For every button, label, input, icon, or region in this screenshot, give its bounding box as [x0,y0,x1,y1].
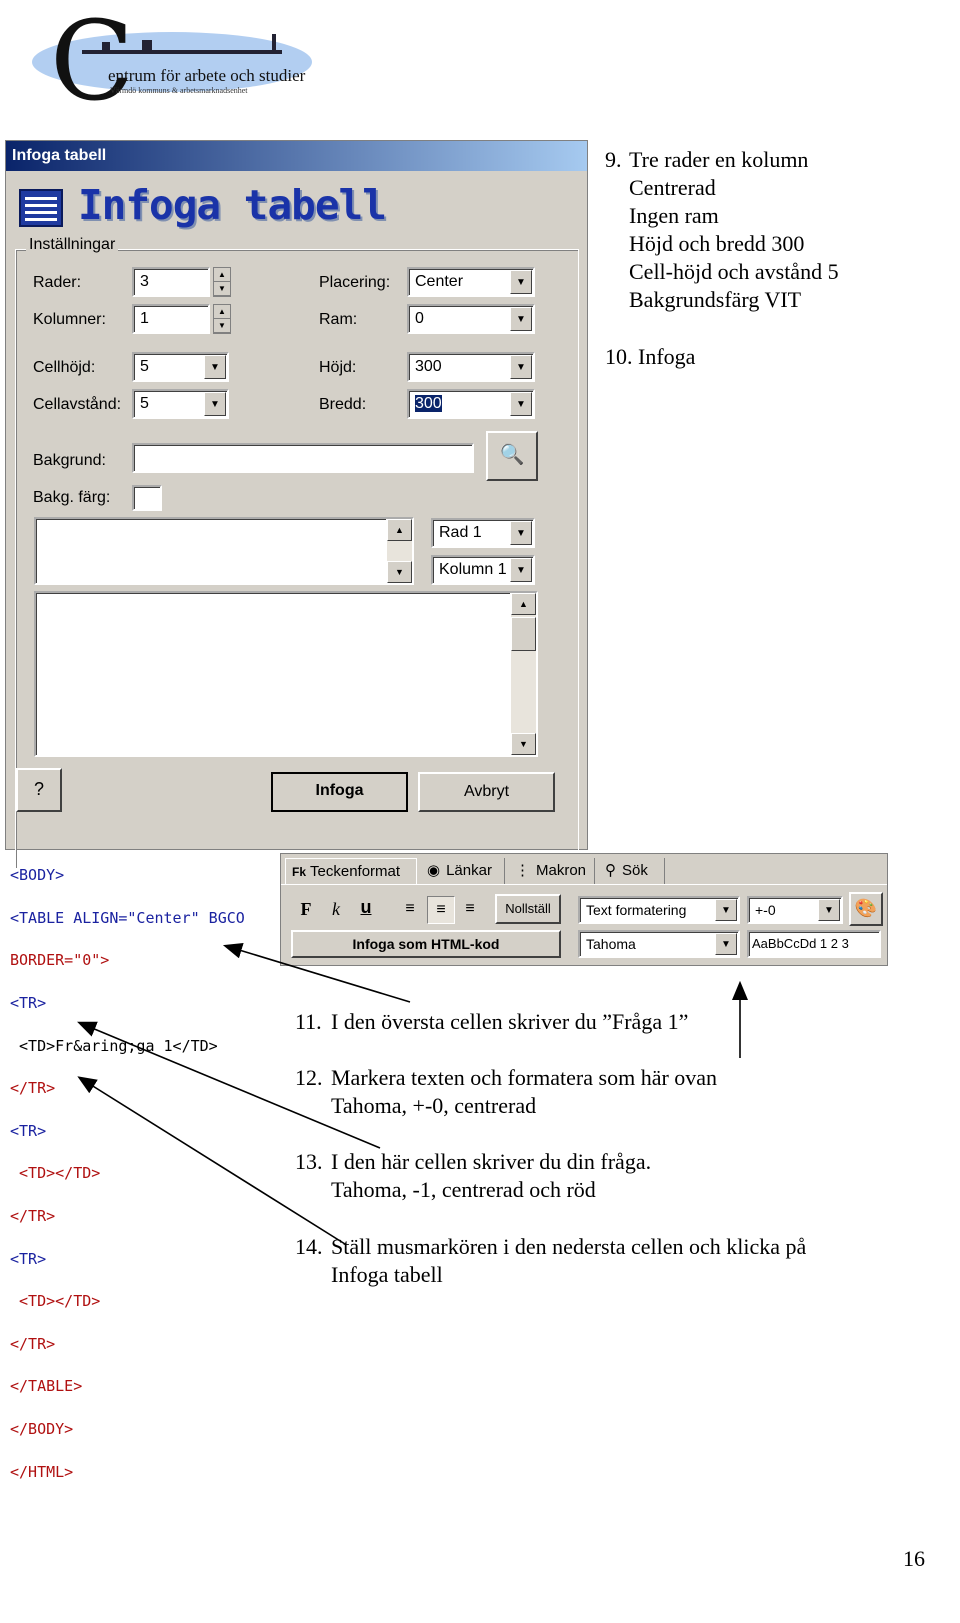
placement-label: Placering: [319,274,391,291]
dialog-heading: Infoga tabell [78,181,386,229]
cell-padding-label: Cellhöjd: [33,359,96,376]
logo-letter: C [50,0,135,125]
columns-label: Kolumner: [33,311,106,328]
border-value: 0 [415,310,424,327]
code-line: BORDER="0"> [10,951,110,970]
page-number: 16 [903,1546,925,1571]
code-line: <TABLE ALIGN="Center" BGCO [10,908,245,927]
chevron-down-icon[interactable]: ▼ [204,392,226,416]
binoculars-icon: ⚲ [605,862,616,879]
chevron-down-icon[interactable]: ▼ [510,392,532,416]
step-line: Infoga tabell [331,1262,443,1287]
step-9-line: Höjd och bredd 300 [629,231,805,256]
underline-button[interactable]: u [360,897,372,917]
step-9-line: Bakgrundsfärg VIT [629,287,802,312]
code-line: </TR> [10,1079,56,1098]
code-line: <TR> [10,994,47,1013]
step-9-number: 9. [605,147,622,172]
size-select-value: +-0 [755,902,776,918]
width-label: Bredd: [319,396,367,413]
row-select-value: Rad 1 [439,524,482,541]
link-icon: ◉ [427,862,441,879]
scroll-down-icon[interactable]: ▼ [387,561,412,583]
insert-as-html-button[interactable]: Infoga som HTML-kod [291,930,561,958]
bg-color-label: Bakg. färg: [33,489,111,506]
rows-spinner[interactable]: ▲ ▼ [213,267,231,297]
chevron-down-icon[interactable]: ▼ [510,307,532,331]
height-value: 300 [415,358,442,375]
chevron-down-icon[interactable]: ▼ [510,558,532,582]
code-line: <TD></TD> [10,1164,101,1183]
chevron-down-icon[interactable]: ▼ [715,899,737,921]
code-line: <TR> [10,1249,47,1268]
step-11 [295,1008,689,1036]
help-icon: ? [33,779,44,799]
chevron-down-icon[interactable]: ▼ [715,933,737,955]
code-line: <TD>Fr&aring;ga 1</TD> [10,1036,218,1055]
code-line: </TR> [10,1207,56,1226]
columns-input[interactable]: 1 [132,304,210,334]
chevron-down-icon[interactable]: ▼ [510,355,532,379]
macro-icon: ⋮ [515,862,530,879]
step-14 [295,1233,807,1287]
step-line: Markera texten och formatera som här ovan [331,1065,718,1090]
style-select-value: Text formatering [586,902,687,918]
columns-spinner[interactable]: ▲ ▼ [213,304,231,334]
step-9-line: Cell-höjd och avstånd 5 [629,259,839,284]
step-10: 10. Infoga [605,344,696,369]
tab-label: Makron [536,862,587,879]
align-left-icon[interactable]: ≡ [405,900,415,917]
palette-icon: 🎨 [854,898,878,918]
step-9-line: Centrerad [629,175,716,200]
cell-spacing-value: 5 [140,395,149,412]
chevron-down-icon[interactable]: ▼ [204,355,226,379]
code-line: </HTML> [10,1462,74,1481]
chevron-down-icon[interactable]: ▼ [818,899,840,921]
height-label: Höjd: [319,359,357,376]
step-9-line: Tre rader en kolumn [629,147,809,172]
settings-group-label: Inställningar [26,236,118,254]
font-preview: AaBbCcDd 1 2 3 [747,930,881,958]
font-format-icon: Fk [292,865,307,879]
dialog-titlebar: Infoga tabell [6,141,587,171]
scroll-down-icon[interactable]: ▼ [511,733,536,755]
background-label: Bakgrund: [33,452,106,469]
cell-padding-value: 5 [140,358,149,375]
step-number: 12. [295,1065,323,1090]
step-13 [295,1148,652,1202]
column-select-value: Kolumn 1 [439,561,507,578]
code-line: <TR> [10,1121,47,1140]
align-right-icon[interactable]: ≡ [465,900,475,917]
chevron-down-icon[interactable]: ▼ [510,521,532,545]
insert-button[interactable]: Infoga [271,772,408,812]
placement-value: Center [415,273,464,290]
logo-subtext: Värmdö kommuns & arbetsmarknadsenhet [110,86,248,95]
tab-label: Länkar [446,862,492,879]
code-line: <TD></TD> [10,1292,101,1311]
step-line: Tahoma, +-0, centrerad [331,1093,537,1118]
scroll-up-icon[interactable]: ▲ [511,593,536,615]
step-number: 14. [295,1234,323,1259]
step-line: Tahoma, -1, centrerad och röd [331,1177,596,1202]
step-number: 13. [295,1149,323,1174]
rows-label: Rader: [33,274,82,291]
step-line: I den översta cellen skriver du ”Fråga 1” [331,1009,689,1034]
font-select-value: Tahoma [586,936,636,952]
cell-spacing-label: Cellavstånd: [33,396,122,413]
step-line: Ställ musmarkören i den nedersta cellen och klicka på [331,1234,807,1259]
code-line: <BODY> [10,866,65,885]
align-center-icon[interactable]: ≡ [427,896,455,924]
bold-button[interactable]: F [300,899,312,919]
code-line: </TR> [10,1334,56,1353]
step-line: I den här cellen skriver du din fråga. [331,1149,652,1174]
tab-label: Teckenformat [310,863,401,880]
step-12 [295,1064,718,1118]
search-folder-icon: 🔍 [499,444,525,466]
width-value: 300 [415,395,442,412]
border-label: Ram: [319,311,358,328]
step-9-line: Ingen ram [629,203,719,228]
rows-input[interactable]: 3 [132,267,210,297]
step-number: 11. [295,1009,322,1034]
cancel-button[interactable]: Avbryt [418,772,555,812]
code-line: </BODY> [10,1420,74,1439]
tab-label: Sök [622,862,648,879]
italic-button[interactable]: k [332,899,340,919]
arrow-to-first-cell [226,946,410,1002]
logo-text: entrum för arbete och studier [108,66,306,85]
scroll-up-icon[interactable]: ▲ [387,519,412,541]
reset-button[interactable]: Nollställ [495,894,561,924]
chevron-down-icon[interactable]: ▼ [510,270,532,294]
code-line: </TABLE> [10,1377,83,1396]
